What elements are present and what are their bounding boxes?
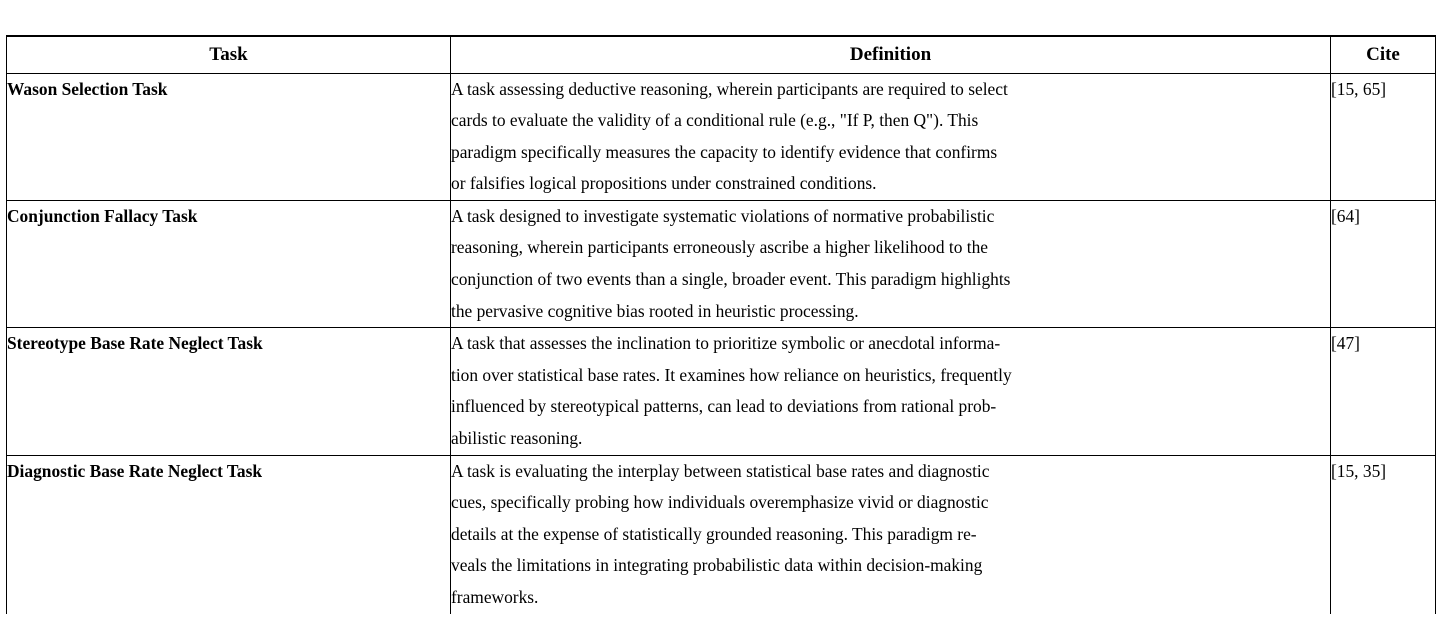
cell-cite: [15, 65] [1331,73,1436,200]
definition-line: details at the expense of statistically grounded reasoning. This paradigm re- [451,523,977,544]
table-head [7,36,1436,73]
table-row [7,200,1436,327]
cell-task: Wason Selection Task [7,73,451,200]
definition-line: A task that assesses the inclination to prioritize symbolic or anecdotal informa- [451,333,1001,354]
cell-cite: [47] [1331,328,1436,455]
cell-definition [451,200,1331,327]
definition-line: cues, specifically probing how individuals overemphasize vivid or diagnostic [451,492,989,513]
definition-line: paradigm specifically measures the capacity to identify evidence that confirms [451,141,998,162]
table-header-row [7,36,1436,73]
column-header-cite: Cite [1331,36,1436,73]
definition-line: or falsifies logical propositions under constrained conditions. [451,173,877,194]
definition-line: veals the limitations in integrating probabilistic data within decision-making [451,555,983,576]
cell-task: Conjunction Fallacy Task [7,200,451,327]
table-row [7,455,1436,613]
cell-task: Stereotype Base Rate Neglect Task [7,328,451,455]
definition-line: tion over statistical base rates. It examines how reliance on heuristics, frequently [451,364,1012,385]
definition-line: A task designed to investigate systematic violations of normative probabilistic [451,205,995,226]
definition-line: cards to evaluate the validity of a conditional rule (e.g., "If P, then Q"). This [451,110,979,131]
table-row [7,328,1436,455]
cell-task: Diagnostic Base Rate Neglect Task [7,455,451,613]
definition-line: influenced by stereotypical patterns, can lead to deviations from rational prob- [451,396,997,417]
definition-line: frameworks. [451,587,539,607]
table-container [6,35,1435,614]
definition-line: A task assessing deductive reasoning, wherein participants are required to select [451,78,1008,99]
definition-line: reasoning, wherein participants erroneously ascribe a higher likelihood to the [451,237,989,258]
column-header-task: Task [7,36,451,73]
cell-cite: [64] [1331,200,1436,327]
definition-line: A task is evaluating the interplay between statistical base rates and diagnostic [451,460,990,481]
cell-cite: [15, 35] [1331,455,1436,613]
table-row [7,73,1436,200]
cell-definition [451,455,1331,613]
column-header-definition: Definition [451,36,1331,73]
task-definition-table [6,35,1436,614]
table-body [7,73,1436,614]
definition-line: abilistic reasoning. [451,428,583,449]
definition-line: the pervasive cognitive bias rooted in heuristic processing. [451,300,859,321]
definition-line: conjunction of two events than a single, broader event. This paradigm highlights [451,269,1011,290]
cell-definition [451,328,1331,455]
cell-definition [451,73,1331,200]
